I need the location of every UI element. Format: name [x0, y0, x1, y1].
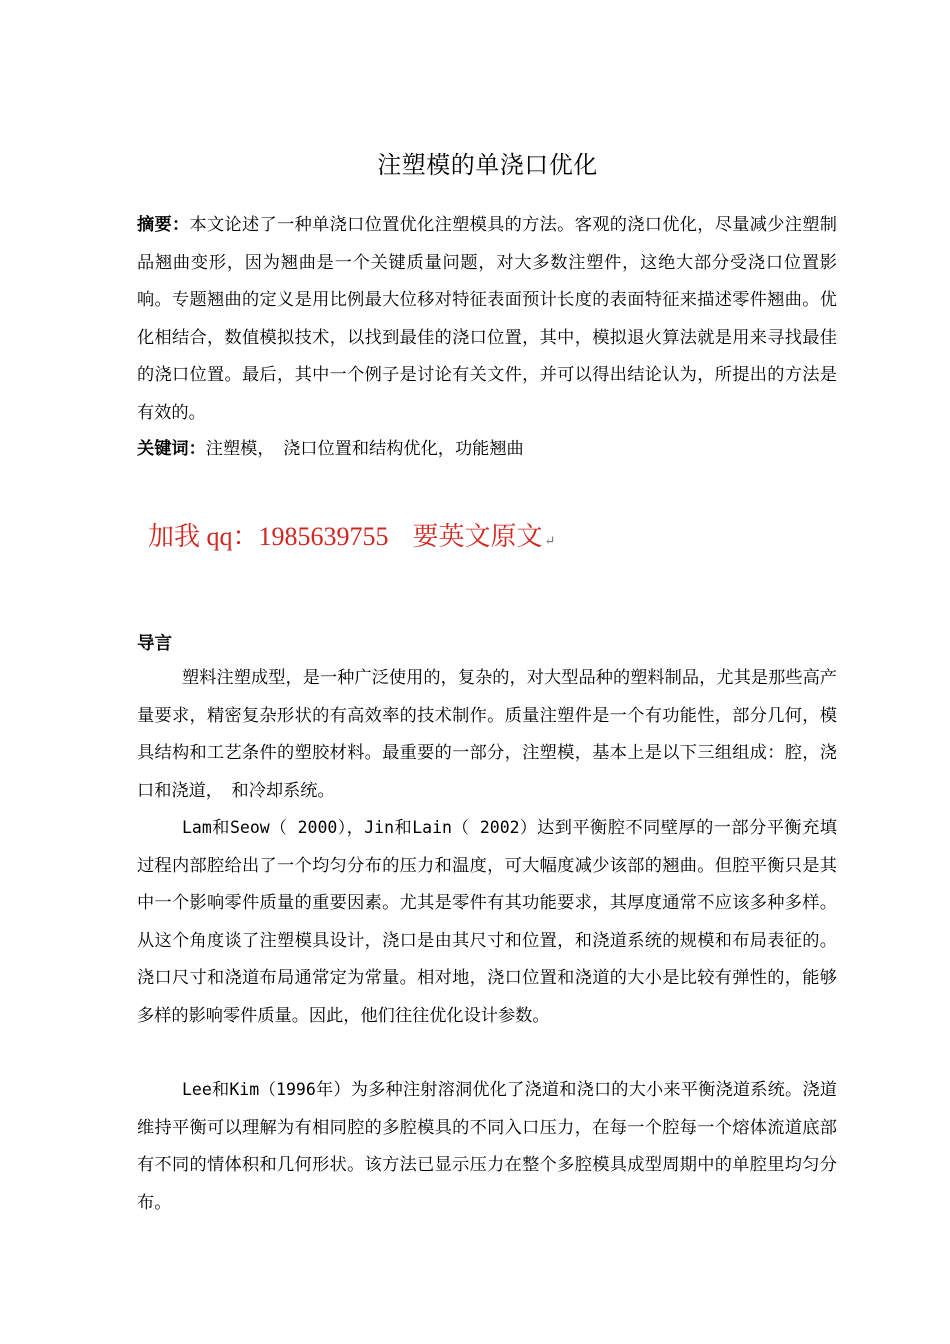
- intro-p2-text: 达到平衡腔不同壁厚的一部分平衡充填过程内部腔给出了一个均匀分布的压力和温度，可大幅度减少该部的翘曲。但腔平衡只是其中一个影响零件质量的重要因素。尤其是零件有其功能要求，其厚度通常不应该多种多样。从这个角度谈了注塑模具设计，浇口是由其尺寸和位置，和浇道系统的规模和布局表征的。浇口尺寸和浇道布局通常定为常量。相对地，浇口位置和浇道的大小是比较有弹性的，能够多样的影响零件质量。因此，他们往往优化设计参数。: [137, 818, 837, 1026]
- author-lam: Lam: [182, 818, 212, 837]
- contact-note: [148, 515, 555, 563]
- author-lain: Lain: [412, 818, 452, 837]
- citation-year-2002: （ 2002）: [451, 818, 538, 837]
- conjunction-text: 和: [394, 818, 413, 838]
- intro-paragraph-2: [137, 809, 837, 1036]
- author-seow: Seow: [229, 818, 270, 837]
- intro-paragraph-3: [137, 1071, 837, 1222]
- document-title: 注塑模的单浇口优化: [377, 151, 598, 179]
- conjunction-text: 和: [211, 1080, 230, 1100]
- intro-paragraph-1: [137, 660, 837, 810]
- author-lee: Lee: [182, 1080, 212, 1099]
- paragraph-mark: ↵: [544, 533, 556, 548]
- author-jin: Jin: [364, 818, 395, 837]
- abstract-paragraph: [137, 207, 837, 433]
- contact-qq: 加我 qq：1985639755: [148, 522, 389, 551]
- citation-year-suffix: 年）: [315, 1080, 351, 1100]
- author-kim: Kim: [229, 1080, 260, 1099]
- contact-request: 要英文原文: [412, 522, 543, 551]
- citation-year-2000: （ 2000）: [269, 818, 347, 837]
- keywords-label: 关键词：: [137, 439, 206, 459]
- keywords-line: [137, 431, 837, 469]
- conjunction-text: 和: [211, 818, 230, 838]
- keywords-text: 注塑模， 浇口位置和结构优化，功能翘曲: [205, 439, 524, 459]
- intro-p3-text: 为多种注射溶洞优化了浇道和浇口的大小来平衡浇道系统。浇道维持平衡可以理解为有相同腔的多腔模具的不同入口压力，在每一个腔每一个熔体流道底部有不同的情体积和几何形状。该方法已显示压力在整个多腔模具成型周期中的单腔里均匀分布。: [137, 1080, 837, 1213]
- citation-year-1996: （1996: [259, 1080, 316, 1099]
- intro-p1-text: 塑料注塑成型，是一种广泛使用的，复杂的，对大型品种的塑料制品，尤其是那些高产量要求，精密复杂形状的有高效率的技术制作。质量注塑件是一个有功能性，部分几何，模具结构和工艺条件的塑胶材料。最重要的一部分，注塑模，基本上是以下三组组成：腔，浇口和浇道， 和冷却系统。: [137, 668, 837, 801]
- separator-text: ，: [346, 818, 365, 838]
- abstract-text: 本文论述了一种单浇口位置优化注塑模具的方法。客观的浇口优化，尽量减少注塑制品翘曲变形，因为翘曲是一个关键质量问题，对大多数注塑件，这绝大部分受浇口位置影响。专题翘曲的定义是用比例最大位移对特征表面预计长度的表面特征来描述零件翘曲。优化相结合，数值模拟技术，以找到最佳的浇口位置，其中，模拟退火算法就是用来寻找最佳的浇口位置。最后，其中一个例子是讨论有关文件，并可以得出结论认为，所提出的方法是有效的。: [137, 215, 837, 423]
- abstract-label: 摘要：: [137, 215, 190, 235]
- section-heading-intro: 导言: [137, 634, 172, 654]
